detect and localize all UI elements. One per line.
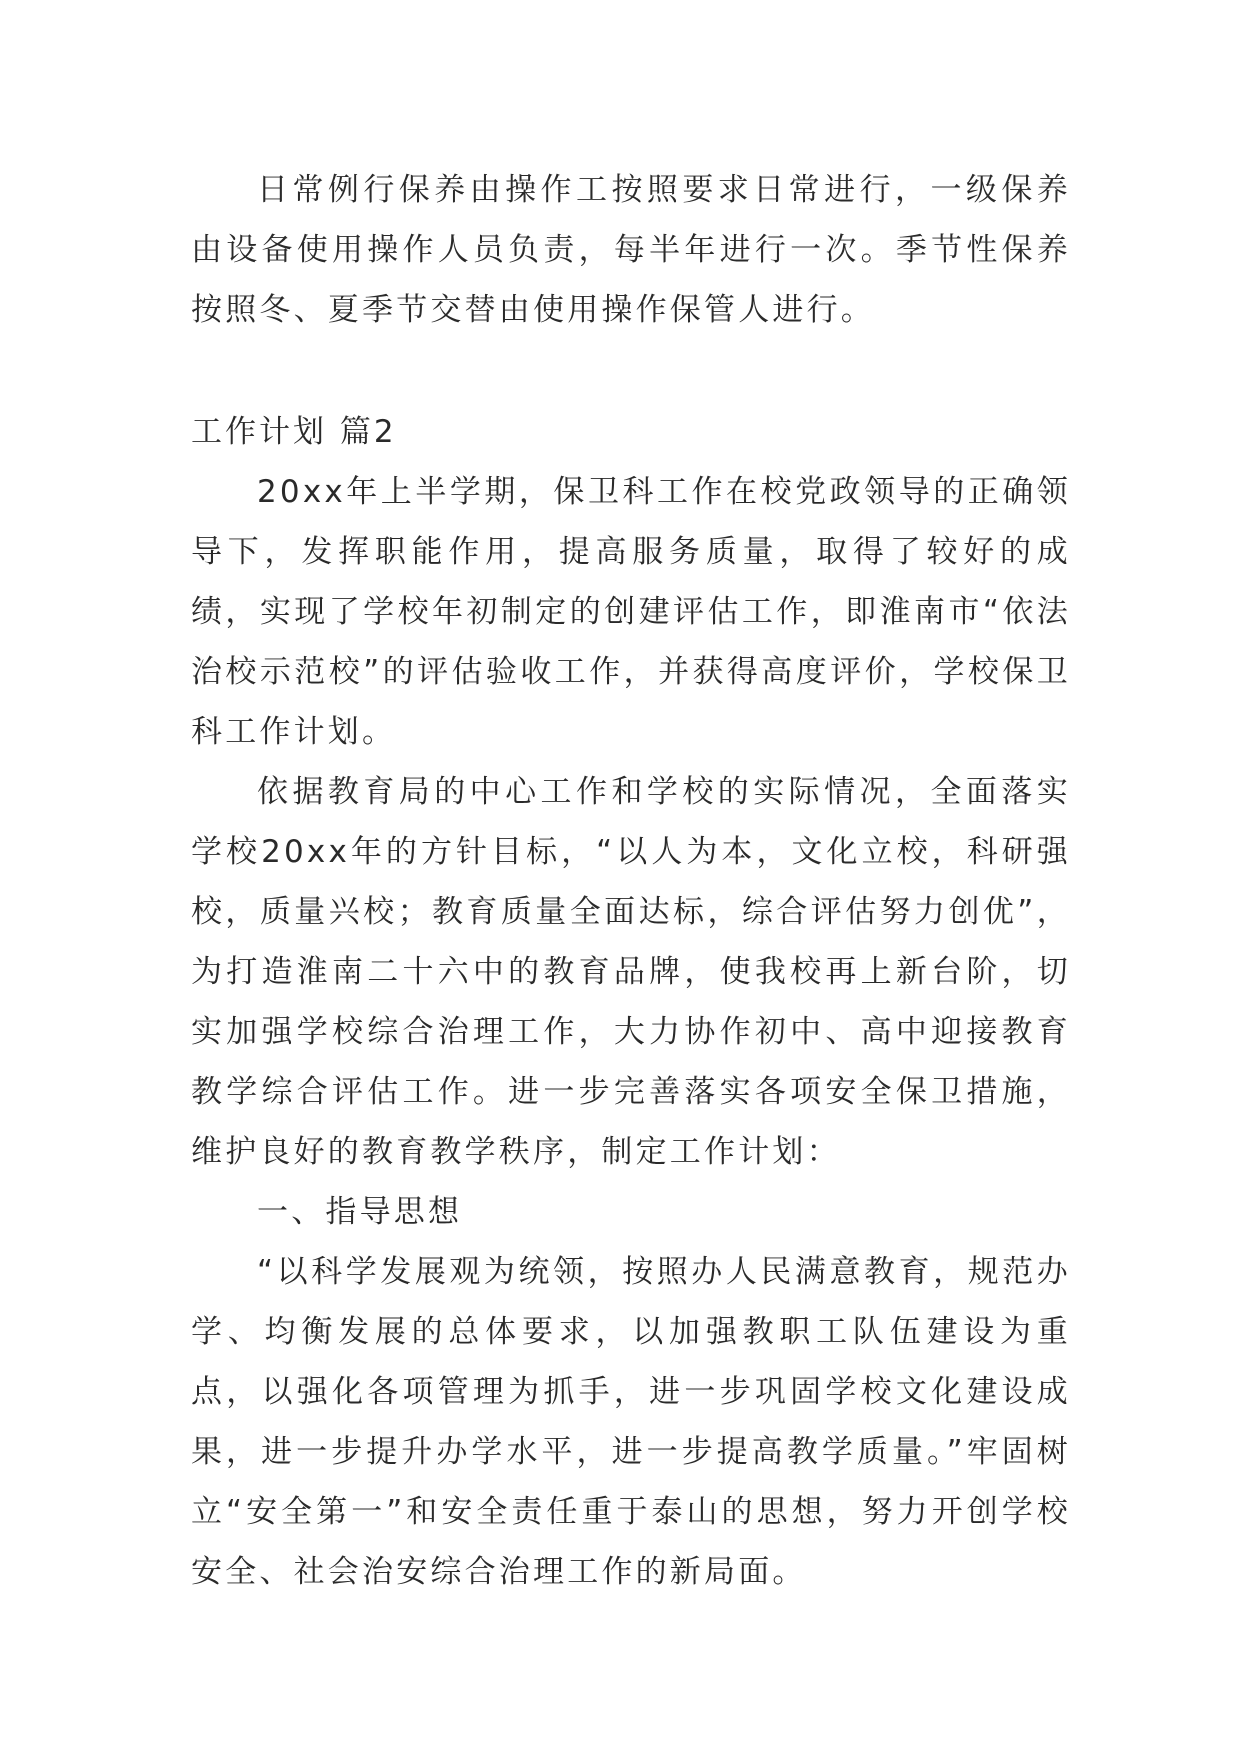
document-body bbox=[191, 160, 1071, 1602]
paragraph-guiding-thought: “以科学发展观为统领，按照办人民满意教育，规范办学、均衡发展的总体要求，以加强教职工队伍建设为重点，以强化各项管理为抓手，进一步巩固学校文化建设成果，进一步提升办学水平，进一步提高教学质量。”牢固树立“安全第一”和安全责任重于泰山的思想，努力开创学校安全、社会治安综合治理工作的新局面。 bbox=[191, 1254, 1071, 1590]
paragraph-maintenance: 日常例行保养由操作工按照要求日常进行，一级保养由设备使用操作人员负责，每半年进行一次。季节性保养按照冬、夏季节交替由使用操作保管人进行。 bbox=[191, 172, 1071, 328]
paragraph-work-basis: 依据教育局的中心工作和学校的实际情况，全面落实学校20xx年的方针目标，“以人为本，文化立校，科研强校，质量兴校；教育质量全面达标，综合评估努力创优”，为打造淮南二十六中的教育品牌，使我校再上新台阶，切实加强学校综合治理工作，大力协作初中、高中迎接教育教学综合评估工作。进一步完善落实各项安全保卫措施，维护良好的教育教学秩序，制定工作计划： bbox=[191, 774, 1071, 1170]
paragraph-semester-summary: 20xx年上半学期，保卫科工作在校党政领导的正确领导下，发挥职能作用，提高服务质量，取得了较好的成绩，实现了学校年初制定的创建评估工作，即淮南市“依法治校示范校”的评估验收工作，并获得高度评价，学校保卫科工作计划。 bbox=[191, 474, 1071, 750]
subheading-guiding-thought: 一、指导思想 bbox=[257, 1194, 463, 1230]
section-heading: 工作计划 篇2 bbox=[191, 414, 397, 450]
